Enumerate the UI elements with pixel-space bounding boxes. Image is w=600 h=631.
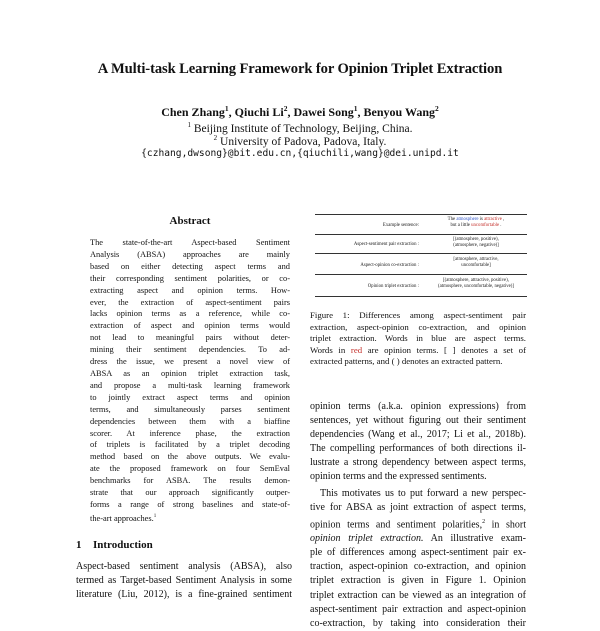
table-rule [315, 296, 527, 297]
body-line: sentences, yet without figuring out their sentiment [310, 415, 526, 427]
abstract-line [90, 511, 290, 525]
body-line: lustrate a strong dependency between aspect terms, [310, 457, 526, 469]
row-value-line: [(atmosphere, positive), [453, 237, 499, 242]
aspect-term: atmosphere [456, 217, 479, 222]
intro-line: Aspect-based sentiment analysis (ABSA), also [76, 561, 292, 572]
abstract-line: scorer. At inference phase, the extraction [90, 428, 290, 438]
red-word: red [350, 344, 363, 355]
intro-body-right [310, 400, 526, 631]
example-text: , [501, 217, 505, 222]
body-line: ple of differences among aspect-sentiment pair ex- [310, 547, 526, 559]
abstract-line: benchmarks for ASBA. The results demon- [90, 476, 290, 486]
example-line [425, 223, 527, 229]
abstract-line: extracting aspect and opinion terms. How- [90, 285, 290, 295]
example-text: . [499, 223, 502, 229]
author-name: Qiuchi Li [234, 105, 284, 119]
abstract-line: extraction of aspect and opinion terms would [90, 321, 290, 331]
abstract-line: to jointly extract aspect terms and opinion [90, 392, 290, 402]
table-rule [315, 274, 527, 275]
abstract-line: method based on the above outputs. We evalu- [90, 452, 290, 462]
abstract-line: based on either detecting aspect terms and [90, 261, 290, 271]
author-name: Chen Zhang [161, 105, 225, 119]
body-text: opinion terms and sentiment polarities, [310, 519, 483, 531]
author-list: Chen Zhang$^1$, Qiuchi Li$^2$, Dawei Song$^1$, Benyou Wang$^2$ [161, 104, 439, 119]
row-label: Aspect-opinion co-extraction : [360, 263, 419, 268]
abstract-line: The state-of-the-art Aspect-based Sentiment [90, 238, 290, 247]
table-rule [315, 214, 527, 215]
row-value [425, 257, 527, 270]
caption-line: extracted patterns, and ( ) denotes an extracted pattern. [310, 356, 503, 367]
body-line: opinion terms and the expressed sentiments. [310, 471, 487, 483]
abstract-line: lacks opinion terms as a reference, while co- [90, 309, 290, 319]
section-title: Introduction [93, 539, 153, 551]
abstract-line: dress the issue, we present a novel view of [90, 357, 290, 367]
affiliation [0, 121, 600, 135]
author-affil-mark: 1 [224, 104, 229, 113]
author-affil-mark: 1 [353, 104, 358, 113]
row-label: Example sentence: [382, 223, 419, 228]
abstract-line: ever, the extraction of aspect-sentiment pairs [90, 297, 290, 307]
body-text: An illustrative exam- [423, 533, 526, 545]
body-text: in short [485, 519, 526, 531]
affil-mark: 1 [187, 121, 191, 129]
row-value-line: (atmosphere, negative)] [453, 243, 499, 249]
opinion-term: attractive [484, 217, 502, 222]
abstract-body [90, 237, 290, 525]
footnote-mark[interactable]: 1 [153, 513, 157, 519]
body-line: This motivates us to put forward a new perspec- [320, 487, 526, 499]
footnote-mark[interactable]: 2 [482, 518, 486, 525]
figure-caption [310, 310, 526, 368]
caption-line: Words in red are opinion terms. [ ] denotes a set of [310, 344, 527, 355]
author-name: Dawei Song [293, 105, 354, 119]
section-number: 1 [76, 539, 82, 551]
affiliation [0, 134, 600, 148]
body-line [310, 515, 526, 532]
paper-title: A Multi-task Learning Framework for Opinion Triplet Extraction [97, 61, 503, 77]
intro-line: literature (Liu, 2012), is a fine-grained sentiment [76, 589, 292, 600]
abstract-line: ate the proposed framework on four SemEval [90, 464, 290, 474]
affil-text: University of Padova, Padova, Italy. [220, 135, 387, 148]
abstract-line: mining their sentiment dependencies. To ad- [90, 345, 290, 355]
opinion-term: uncomfortable [471, 223, 500, 229]
row-value-line: [atmosphere, attractive, [453, 257, 499, 262]
abstract-line: Analysis (ABSA) approaches are mainly [90, 249, 290, 259]
abstract-line: and propose a multi-task learning framework [90, 380, 290, 390]
caption-line: Figure 1: Differences among aspect-sentiment pair [310, 310, 526, 320]
body-line: triplet extraction is given in Figure 1. Opinion [310, 575, 526, 587]
body-line [310, 532, 526, 546]
body-line: traction, aspect-opinion co-extraction, and opinion [310, 561, 526, 573]
caption-line: triplet extraction. Words in blue are aspect terms. [310, 333, 526, 344]
row-label: Aspect-sentiment pair extraction : [353, 242, 419, 247]
example-sentence [425, 217, 527, 230]
abstract-line: strate that our approach significantly outper- [90, 488, 290, 498]
intro-line: termed as Target-based Sentiment Analysis in some [76, 575, 292, 586]
author-emails[interactable]: {czhang,dwsong}@bit.edu.cn,{qiuchili,wang}@dei.unipd.it [141, 148, 459, 159]
emphasis-text: opinion triplet extraction. [310, 533, 424, 545]
example-text: but a little [450, 223, 472, 229]
author-affil-mark: 2 [435, 104, 439, 113]
body-line: co-extraction, by taking into consideration their [310, 617, 526, 629]
row-value-line: [(atmosphere, attractive, positive), [443, 278, 509, 283]
row-label: Opinion triplet extraction : [367, 284, 419, 289]
abstract-line: their corresponding sentiment polarities, or co- [90, 273, 290, 283]
abstract-line: dependencies between them with a biaffine [90, 416, 290, 426]
row-value [425, 237, 527, 250]
table-rule [315, 253, 527, 254]
abstract-heading: Abstract [169, 215, 211, 227]
body-line: dependencies (Wang et al., 2017; Li et al., 2018b). [310, 429, 526, 441]
body-line: tive for ABSA as joint extraction of aspect terms, [310, 501, 526, 513]
example-text: is [478, 217, 485, 222]
abstract-line: terms, and simultaneously parses sentiment [90, 404, 290, 414]
body-line: The compelling performances of both directions il- [310, 443, 526, 455]
row-value-line: uncomfortable] [461, 263, 491, 269]
body-line: opinion terms (a.k.a. opinion expressions) from [310, 401, 526, 412]
abstract-line: forms a range of strong baselines and state-of- [90, 499, 290, 509]
row-value [425, 278, 527, 291]
table-rule [315, 234, 527, 235]
body-line: aspect-sentiment pair extraction and aspect-opinion [310, 603, 526, 615]
author-name: Benyou Wang [363, 105, 436, 119]
affil-text: Beijing Institute of Technology, Beijing, China. [193, 122, 413, 135]
abstract-line-text: the-art approaches. [90, 513, 154, 523]
figure-1-table [315, 214, 527, 300]
example-text: The [447, 217, 457, 222]
abstract-line: not lead to meaningful pairs without deter- [90, 333, 290, 343]
row-value-line: (atmosphere, uncomfortable, negative)] [438, 284, 514, 290]
abstract-line: ABSA as an opinion triplet extraction task, [90, 368, 290, 378]
caption-line: extraction, aspect-opinion co-extraction, and opinion [310, 321, 526, 332]
author-affil-mark: 2 [283, 104, 288, 113]
affil-mark: 2 [213, 134, 218, 142]
body-line: triplet extraction can be viewed as an integration of [310, 589, 526, 601]
intro-body [76, 560, 292, 602]
abstract-line: of triplets is facilitated by a triplet decoding [90, 440, 290, 450]
section-heading [76, 539, 153, 551]
